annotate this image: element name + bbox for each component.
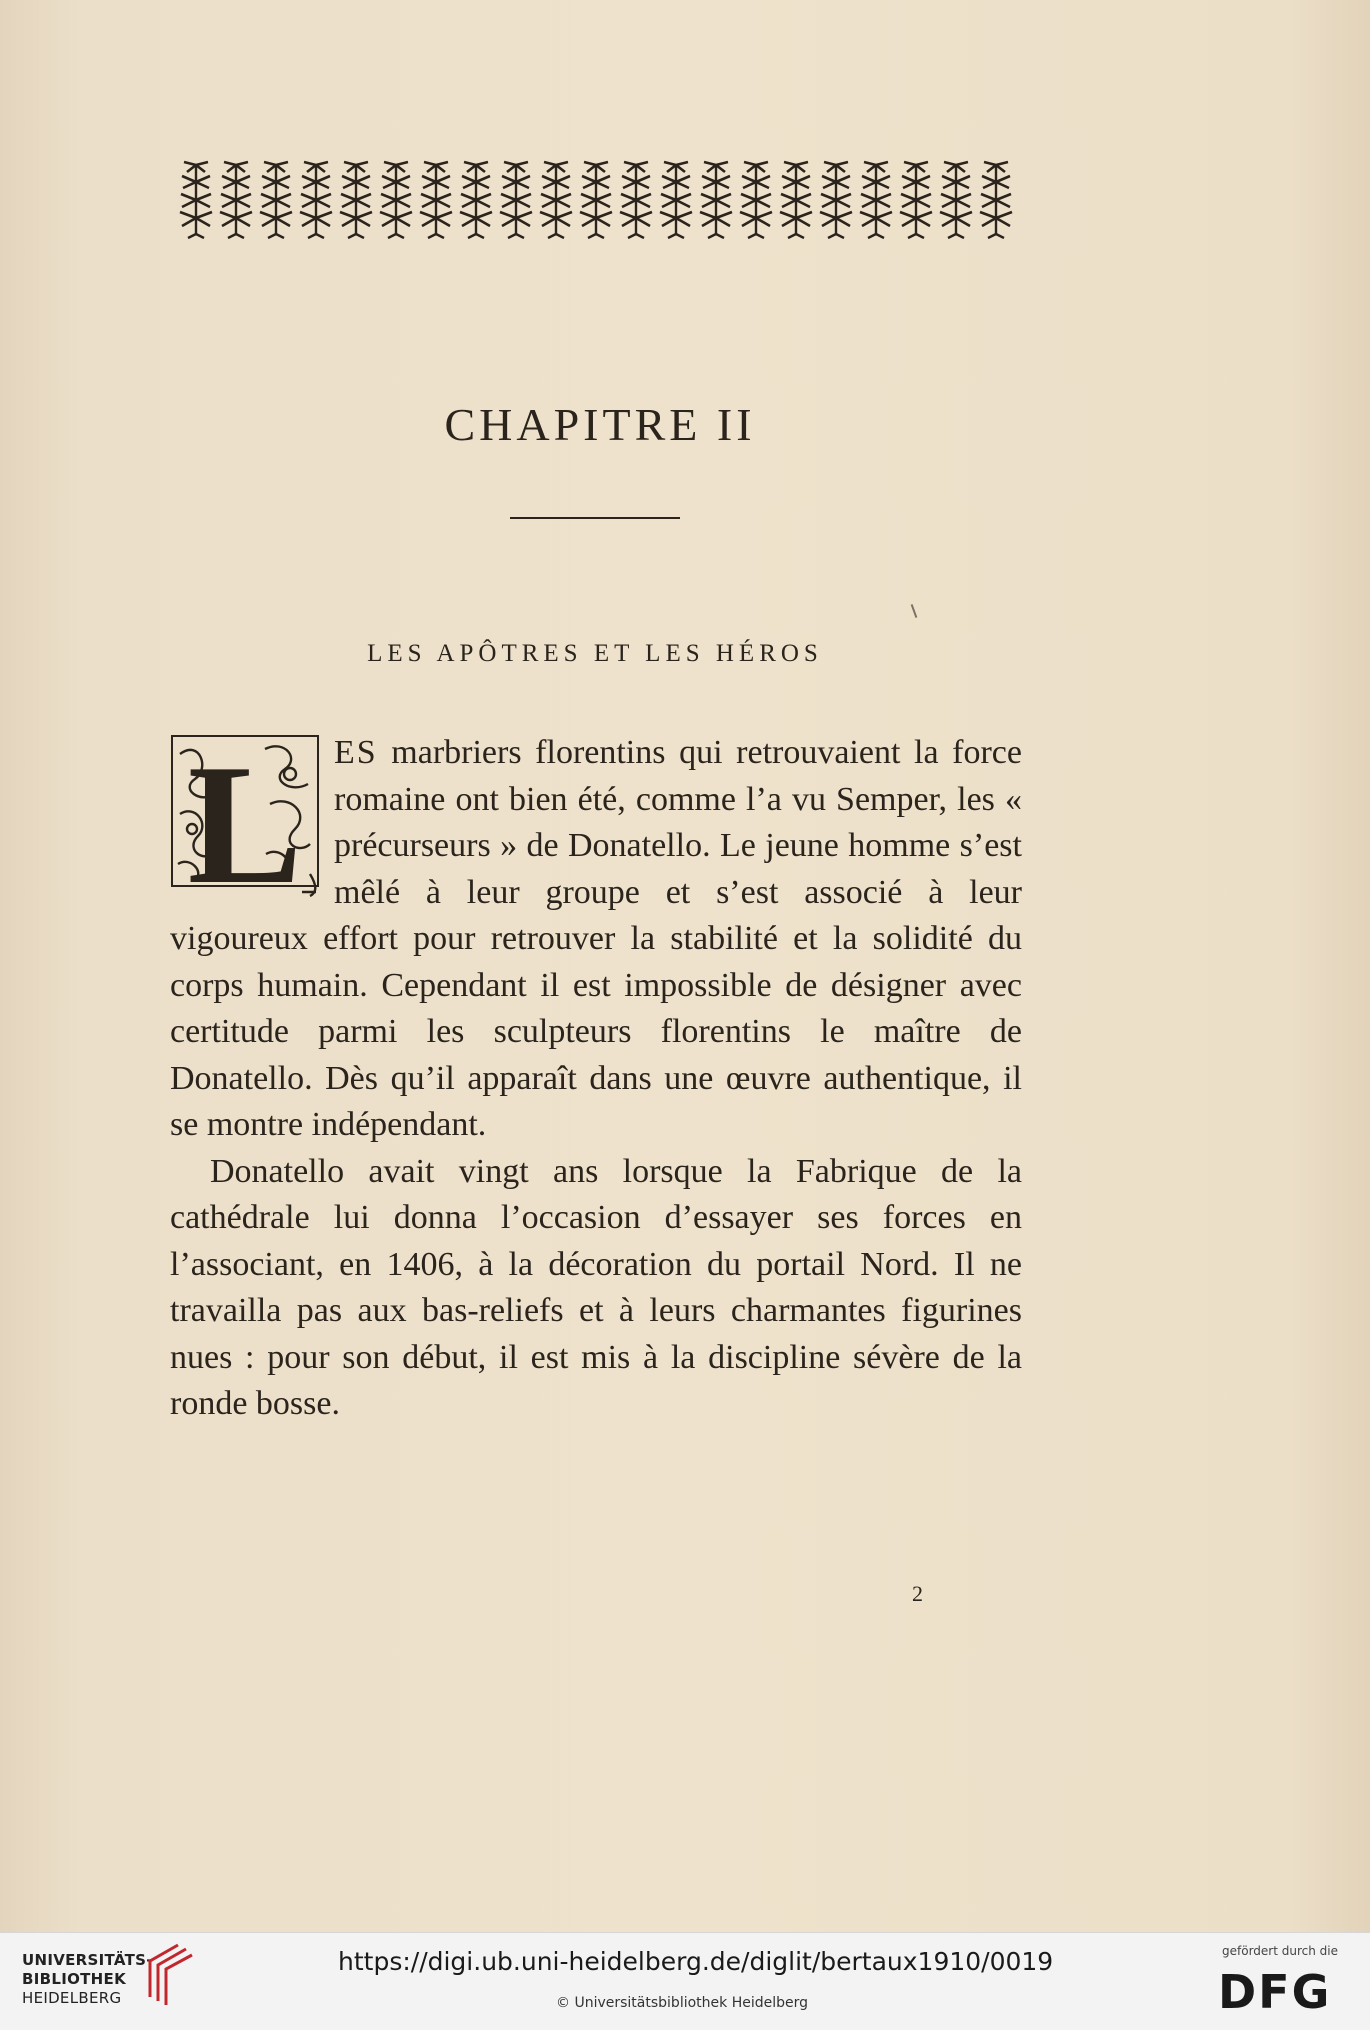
library-name-line-3: HEIDELBERG xyxy=(22,1989,122,2007)
body-text xyxy=(170,730,1022,1428)
funding-caption: gefördert durch die xyxy=(1222,1944,1338,1958)
library-logo-mark xyxy=(140,1943,194,2009)
drop-cap-letter: L xyxy=(187,734,303,900)
library-name xyxy=(22,1951,153,2008)
library-name-line-1: UNIVERSITÄTS- xyxy=(22,1951,153,1969)
dfg-logo: DFG xyxy=(1218,1965,1332,2019)
floral-initial-letter xyxy=(170,734,320,900)
lead-in-capitals: ES xyxy=(334,734,378,771)
viewer-footer xyxy=(0,1932,1370,2030)
paragraph-1-text: marbriers florentins qui retrouvaient la force romaine ont bien été, comme l’a vu Semper, les « précurseurs » de Donatello. Le jeune homme s’est mêlé à leur groupe et s’est associé à leur vigoureux effort pour retrouver la stabilité et la solidité du corps humain. Cependant il est impossible de désigner avec certitude parmi les sculpteurs florentins le maître de Donatello. Dès qu’il apparaît dans une œuvre authentique, il se montre indépendant. xyxy=(170,734,1022,1143)
page-number: 2 xyxy=(912,1581,923,1606)
permalink-url[interactable]: https://digi.ub.uni-heidelberg.de/diglit/bertaux1910/0019 xyxy=(338,1947,1054,1976)
title-rule xyxy=(510,517,680,519)
copyright-notice: © Universitätsbibliothek Heidelberg xyxy=(556,1995,809,2011)
chapter-title: CHAPITRE II xyxy=(444,399,756,450)
paragraph-2: Donatello avait vingt ans lorsque la Fabrique de la cathédrale lui donna l’occasion d’essayer ses forces en l’associant, en 1406, à la décoration du portail Nord. Il ne travailla pas aux bas-reliefs et à leurs charmantes figurines nues : pour son début, il est mis à la discipline sévère de la ronde bosse. xyxy=(170,1152,1022,1422)
library-name-line-2: BIBLIOTHEK xyxy=(22,1970,126,1988)
stray-ink-mark xyxy=(911,604,918,618)
palm-frieze-ornament xyxy=(176,160,1020,240)
section-title: LES APÔTRES ET LES HÉROS xyxy=(367,640,823,667)
